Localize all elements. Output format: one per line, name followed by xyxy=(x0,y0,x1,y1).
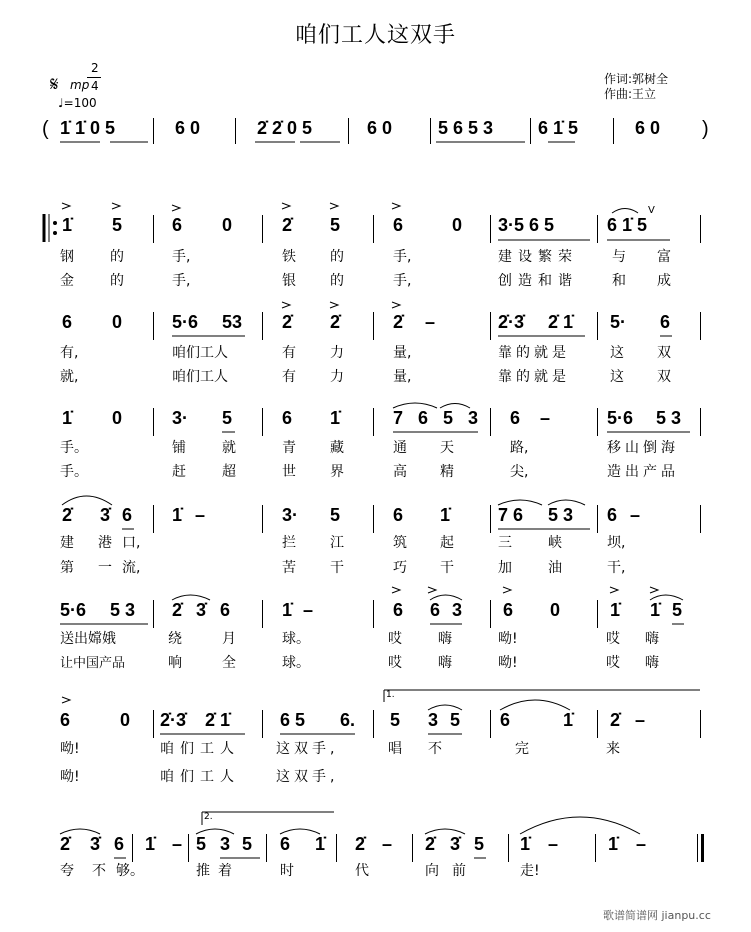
volta-1-label: 1. xyxy=(386,690,395,700)
lyric: 巧 xyxy=(393,560,407,576)
lyric: 的 xyxy=(110,249,124,265)
paren-close: ) xyxy=(702,118,709,140)
note: 2̇·3̇ xyxy=(498,312,525,332)
note: – xyxy=(635,710,646,730)
note: 2̇ xyxy=(610,710,621,730)
lyric: 哎 xyxy=(606,655,620,671)
note: – xyxy=(172,834,183,854)
lyric: 够。 xyxy=(116,863,144,879)
note: 1̇ xyxy=(608,834,619,854)
note: 5 xyxy=(390,710,401,730)
intro-bar-1: 1̇ 1̇ 0 5 xyxy=(60,118,116,138)
lyric: 力 xyxy=(330,369,344,385)
time-signature-bottom: 4 xyxy=(91,79,99,93)
lyric: 油 xyxy=(548,560,562,576)
note: 6 xyxy=(280,834,291,854)
lyric: 这 xyxy=(610,345,624,361)
lyric: 绕 xyxy=(168,631,182,647)
note: 6 xyxy=(122,505,133,525)
lyric: 路, xyxy=(510,440,529,456)
lyric: 靠的就是 xyxy=(498,369,570,385)
lyric: 富 xyxy=(657,249,671,265)
note: 2̇·3̇ xyxy=(160,710,187,730)
lyric: 苦 xyxy=(282,560,296,576)
lyric: 球。 xyxy=(282,655,310,671)
lyric: 呦! xyxy=(498,631,518,647)
note: 3 xyxy=(220,834,231,854)
lyric: 造出产品 xyxy=(607,464,679,480)
note: 2̇ xyxy=(60,834,71,854)
note: 7 6 xyxy=(498,505,524,525)
note: 6 xyxy=(660,312,671,332)
note: 5 3 xyxy=(110,600,136,620)
intro-bar-6: 6 1̇ 5 xyxy=(538,118,579,138)
lyric: 有, xyxy=(60,345,79,361)
note: 3· xyxy=(172,408,189,428)
note: 2̇ xyxy=(282,215,293,235)
lyric: 不 xyxy=(428,741,442,757)
note: 5 xyxy=(330,215,341,235)
note: 6. xyxy=(340,710,356,730)
lyric: 的 xyxy=(330,273,344,289)
note: 3̇ xyxy=(196,600,207,620)
lyric: 呦! xyxy=(60,769,80,785)
note: 3 xyxy=(428,710,439,730)
lyric: 高 xyxy=(393,464,407,480)
note: 1̇ xyxy=(520,834,531,854)
note: 1̇ xyxy=(650,600,661,620)
note: 1̇ xyxy=(330,408,341,428)
lyric: 量, xyxy=(393,345,412,361)
lyric: 一 xyxy=(98,560,112,576)
lyric: 口, xyxy=(122,535,141,551)
lyric: 靠的就是 xyxy=(498,345,570,361)
volta-2-label: 2. xyxy=(204,812,213,822)
lyric: 创造和谐 xyxy=(498,273,578,289)
note: 6 xyxy=(430,600,441,620)
note: 3· xyxy=(282,505,299,525)
lyric: 全 xyxy=(222,655,236,671)
lyric: 精 xyxy=(440,464,454,480)
note: 6 xyxy=(220,600,231,620)
lyric: 力 xyxy=(330,345,344,361)
lyric: 坝, xyxy=(607,535,626,551)
note: 0 xyxy=(112,312,123,332)
lyric: 咱们工人 xyxy=(160,769,240,785)
note: 3 xyxy=(452,600,463,620)
note: 2̇ xyxy=(393,312,404,332)
note: 6 xyxy=(172,215,183,235)
note: 1̇ xyxy=(172,505,183,525)
lyric: 手, xyxy=(393,273,412,289)
lyric: 移山倒海 xyxy=(607,440,679,456)
watermark: 歌谱简谱网 jianpu.cc xyxy=(603,909,711,922)
note: 6 5 xyxy=(280,710,306,730)
note: – xyxy=(548,834,559,854)
paren-open: ( xyxy=(42,118,49,140)
note: 0 xyxy=(550,600,561,620)
lyric: 建 xyxy=(60,535,74,551)
note: 5 xyxy=(112,215,123,235)
lyric: 嗨 xyxy=(438,655,452,671)
lyric: 干 xyxy=(440,560,454,576)
composer-credit: 作曲:王立 xyxy=(604,87,657,101)
note: 0 xyxy=(452,215,463,235)
lyric: 来 xyxy=(606,741,620,757)
note: – xyxy=(195,505,206,525)
note: – xyxy=(636,834,647,854)
note: 3̇ xyxy=(90,834,101,854)
lyric: 铁 xyxy=(282,249,296,265)
note: 0 xyxy=(222,215,233,235)
lyric: 第 xyxy=(60,560,74,576)
lyric: 前 xyxy=(452,863,466,879)
lyric: 藏 xyxy=(330,440,344,456)
lyric: 这 xyxy=(610,369,624,385)
note: 5 3 xyxy=(656,408,682,428)
svg-text:V: V xyxy=(648,205,655,216)
lyric: 手, xyxy=(172,273,191,289)
note: 5·6 xyxy=(60,600,87,620)
lyric: 不 xyxy=(92,863,106,879)
tempo-mark: ♩=100 xyxy=(58,96,97,110)
lyric: 咱们工人 xyxy=(172,369,228,385)
lyric: 哎 xyxy=(388,655,402,671)
lyric: 双 xyxy=(657,369,671,385)
lyric: 银 xyxy=(282,273,296,289)
lyric: 手。 xyxy=(60,464,88,480)
note: 6 xyxy=(393,505,404,525)
note: 5 xyxy=(330,505,341,525)
note: 6 xyxy=(60,710,71,730)
lyric: 完 xyxy=(515,741,529,757)
note: 2̇ xyxy=(62,505,73,525)
note: – xyxy=(382,834,393,854)
note: 0 xyxy=(120,710,131,730)
note: 6 xyxy=(500,710,511,730)
note: 5 xyxy=(242,834,253,854)
lyric: 的 xyxy=(110,273,124,289)
note: – xyxy=(303,600,314,620)
lyric: 时 xyxy=(280,863,294,879)
lyric: 金 xyxy=(60,273,74,289)
note: 5· xyxy=(610,312,627,332)
note: 2̇ 1̇ xyxy=(205,710,231,730)
lyric: 钢 xyxy=(60,249,74,265)
lyric: 响 xyxy=(168,655,182,671)
note: 1̇ xyxy=(282,600,293,620)
note: 6 xyxy=(393,600,404,620)
lyric: 通 xyxy=(393,440,407,456)
lyric: 赶 xyxy=(172,464,186,480)
lyric: 江 xyxy=(330,535,344,551)
lyric: 超 xyxy=(222,464,236,480)
lyric: 有 xyxy=(282,345,296,361)
note: 5·6 xyxy=(172,312,199,332)
note: 6 xyxy=(503,600,514,620)
lyric: 这双手, xyxy=(276,741,339,757)
note: 5 xyxy=(222,408,233,428)
lyric: 嗨 xyxy=(438,631,452,647)
lyric: 向 xyxy=(425,863,439,879)
note: 5 xyxy=(196,834,207,854)
note: 1̇ xyxy=(563,710,574,730)
lyric: 天 xyxy=(440,440,454,456)
page-title: 咱们工人这双手 xyxy=(294,23,456,48)
lyric: 呦! xyxy=(498,655,518,671)
lyric: 筑 xyxy=(393,535,407,551)
note: 6 xyxy=(114,834,125,854)
lyric: 世 xyxy=(282,464,296,480)
note: 3·5 6 5 xyxy=(498,215,555,235)
lyric: 月 xyxy=(222,631,236,647)
lyric: 铺 xyxy=(172,440,186,456)
note: 1̇ xyxy=(62,215,73,235)
note: 5 xyxy=(672,600,683,620)
lyric: 与 xyxy=(612,249,626,265)
time-signature-top: 2 xyxy=(91,61,99,75)
lyric: 球。 xyxy=(282,631,310,647)
note: 1̇ xyxy=(145,834,156,854)
lyric: 夸 xyxy=(60,863,74,879)
lyric: 和 xyxy=(612,273,626,289)
note: 6 xyxy=(282,408,293,428)
lyric: 成 xyxy=(657,273,671,289)
note: 6 xyxy=(510,408,521,428)
lyric: 双 xyxy=(657,345,671,361)
lyric: 送出嫦娥 xyxy=(60,631,116,647)
note: 2̇ xyxy=(425,834,436,854)
note: 53 xyxy=(222,312,243,332)
dynamics-mark: mp xyxy=(70,78,90,92)
note: 2̇ xyxy=(172,600,183,620)
lyric: 有 xyxy=(282,369,296,385)
note: 5 xyxy=(450,710,461,730)
lyric: 手。 xyxy=(60,440,88,456)
lyric: 量, xyxy=(393,369,412,385)
lyric: 流, xyxy=(122,560,141,576)
lyric: 界 xyxy=(330,464,344,480)
note: 1̇ xyxy=(62,408,73,428)
lyric: 干, xyxy=(607,560,626,576)
lyric: 手, xyxy=(393,249,412,265)
lyric: 哎 xyxy=(606,631,620,647)
lyric: 干 xyxy=(330,560,344,576)
lyricist-credit: 作词:郭树全 xyxy=(604,72,669,86)
lyric: 咱们工人 xyxy=(160,741,240,757)
lyric: 走! xyxy=(520,863,540,879)
note: 2̇ xyxy=(330,312,341,332)
lyric: 这双手, xyxy=(276,769,339,785)
lyric: 峡 xyxy=(548,535,562,551)
note: 2̇ xyxy=(282,312,293,332)
lyric: 起 xyxy=(440,535,454,551)
lyric: 加 xyxy=(498,560,512,576)
lyric: 推 xyxy=(196,863,210,879)
lyric: 着 xyxy=(218,863,232,879)
lyric: 青 xyxy=(282,440,296,456)
intro-bar-5: 5 6 5 3 xyxy=(438,118,494,138)
lyric: 就, xyxy=(60,369,79,385)
note: 3̇ xyxy=(100,505,111,525)
note: 6 1̇ 5 xyxy=(607,215,648,235)
lyric: 唱 xyxy=(388,741,402,757)
intro-bar-2: 6 0 xyxy=(175,118,201,138)
lyric: 嗨 xyxy=(645,655,659,671)
note: 1̇ xyxy=(610,600,621,620)
intro-bar-3: 2̇ 2̇ 0 5 xyxy=(257,118,313,138)
intro-bar-7: 6 0 xyxy=(635,118,661,138)
note: 6 xyxy=(62,312,73,332)
clef-icon: 𝄋 xyxy=(50,72,59,96)
note: – xyxy=(540,408,551,428)
lyric: 代 xyxy=(355,863,369,879)
note: 1̇ xyxy=(440,505,451,525)
lyric: 的 xyxy=(330,249,344,265)
intro-bar-4: 6 0 xyxy=(367,118,393,138)
note: 5·6 xyxy=(607,408,634,428)
lyric: 呦! xyxy=(60,741,80,757)
lyric: 建设繁荣 xyxy=(498,249,578,265)
lyric: 三 xyxy=(498,535,512,551)
note: 1̇ xyxy=(315,834,326,854)
note: 3̇ xyxy=(450,834,461,854)
note: 0 xyxy=(112,408,123,428)
lyric: 就 xyxy=(222,440,236,456)
note: 5 xyxy=(474,834,485,854)
lyric: 港 xyxy=(98,535,112,551)
lyric: 嗨 xyxy=(645,631,659,647)
note: 2̇ 1̇ xyxy=(548,312,574,332)
note: 6 xyxy=(607,505,618,525)
note: 7 6 5 3 xyxy=(393,408,484,428)
note: 2̇ xyxy=(355,834,366,854)
lyric: 让中国产品 xyxy=(60,656,126,671)
lyric: 咱们工人 xyxy=(172,345,228,361)
lyric: 哎 xyxy=(388,631,402,647)
lyric: 拦 xyxy=(282,535,296,551)
note: 5 3 xyxy=(548,505,574,525)
lyric: 尖, xyxy=(510,464,529,480)
note: 6 xyxy=(393,215,404,235)
lyric: 手, xyxy=(172,249,191,265)
note: – xyxy=(630,505,641,525)
note: – xyxy=(425,312,436,332)
